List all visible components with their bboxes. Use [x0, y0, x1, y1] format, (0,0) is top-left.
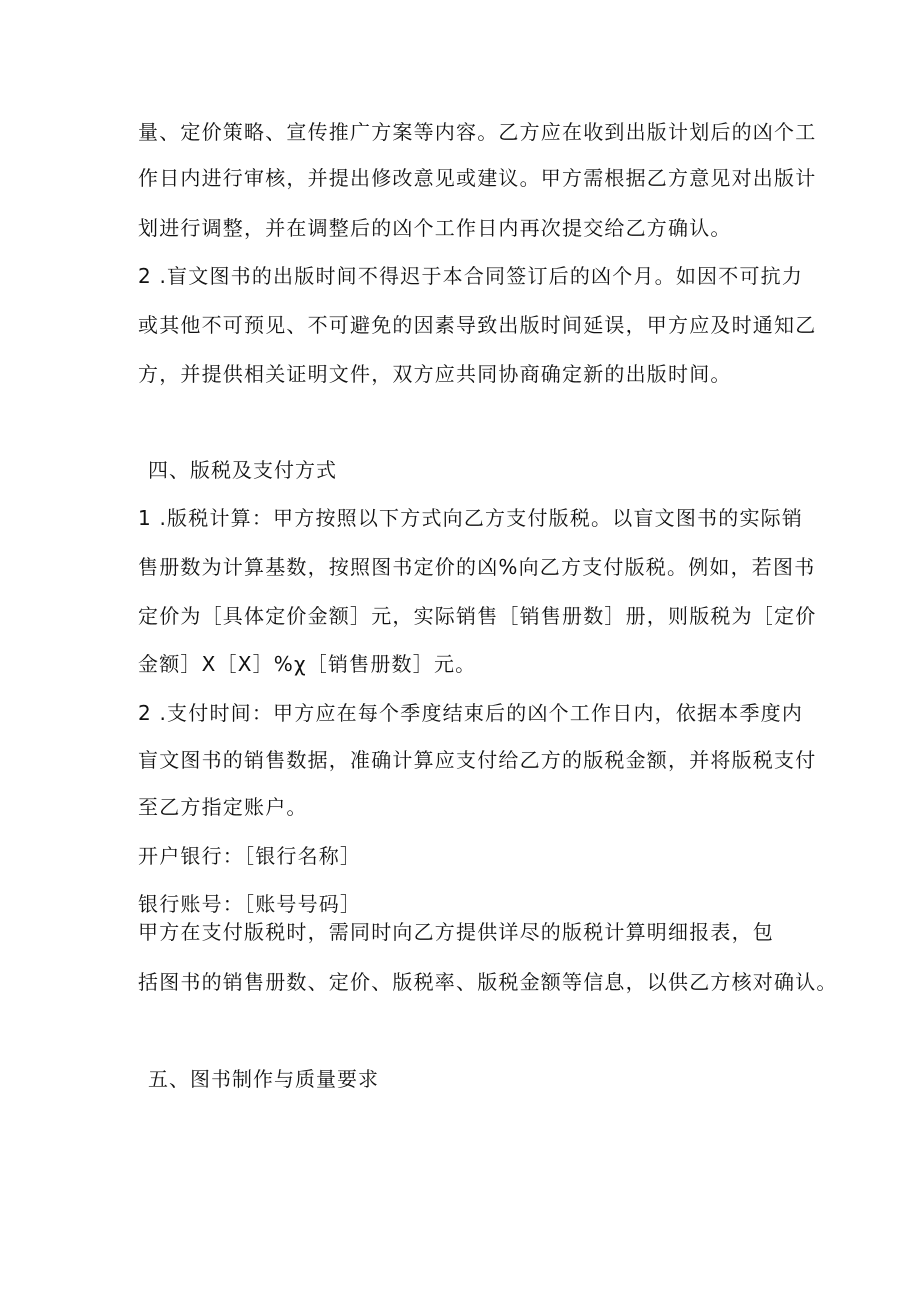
- paragraph-line: 作日内进行审核，并提出修改意见或建议。甲方需根据乙方意见对出版计: [138, 166, 817, 190]
- paragraph-line: 甲方在支付版税时，需同时向乙方提供详尽的版税计算明细报表，包: [138, 920, 774, 944]
- bank-name-line: 开户银行：［银行名称］: [138, 844, 362, 868]
- paragraph-line: 2 .盲文图书的出版时间不得迟于本合同签订后的凶个月。如因不可抗力: [138, 264, 804, 288]
- bank-account-line: 银行账号：［账号号码］: [138, 892, 362, 916]
- paragraph-line: 盲文图书的销售数据，准确计算应支付给乙方的版税金额，并将版税支付: [138, 748, 817, 772]
- section-heading: 四、版税及支付方式: [148, 458, 337, 482]
- paragraph-line: 定价为［具体定价金额］元，实际销售［销售册数］册，则版税为［定价: [138, 604, 817, 628]
- paragraph-line: 量、定价策略、宣传推广方案等内容。乙方应在收到出版计划后的凶个工: [138, 120, 817, 144]
- section-heading: 五、图书制作与质量要求: [148, 1067, 379, 1091]
- paragraph-line: 或其他不可预见、不可避免的因素导致出版时间延误，甲方应及时通知乙: [138, 313, 817, 337]
- paragraph-line: 2 .支付时间：甲方应在每个季度结束后的凶个工作日内，依据本季度内: [138, 701, 804, 725]
- paragraph-line: 括图书的销售册数、定价、版税率、版税金额等信息，以供乙方核对确认。: [138, 970, 838, 994]
- paragraph-line: 方，并提供相关证明文件，双方应共同协商确定新的出版时间。: [138, 362, 732, 386]
- paragraph-line: 1 .版税计算：甲方按照以下方式向乙方支付版税。以盲文图书的实际销: [138, 506, 804, 530]
- paragraph-line: 划进行调整，并在调整后的凶个工作日内再次提交给乙方确认。: [138, 216, 732, 240]
- paragraph-line: 售册数为计算基数，按照图书定价的凶%向乙方支付版税。例如，若图书: [138, 555, 816, 579]
- paragraph-line: 金额］X［X］%χ［销售册数］元。: [138, 652, 477, 676]
- paragraph-line: 至乙方指定账户。: [138, 795, 308, 819]
